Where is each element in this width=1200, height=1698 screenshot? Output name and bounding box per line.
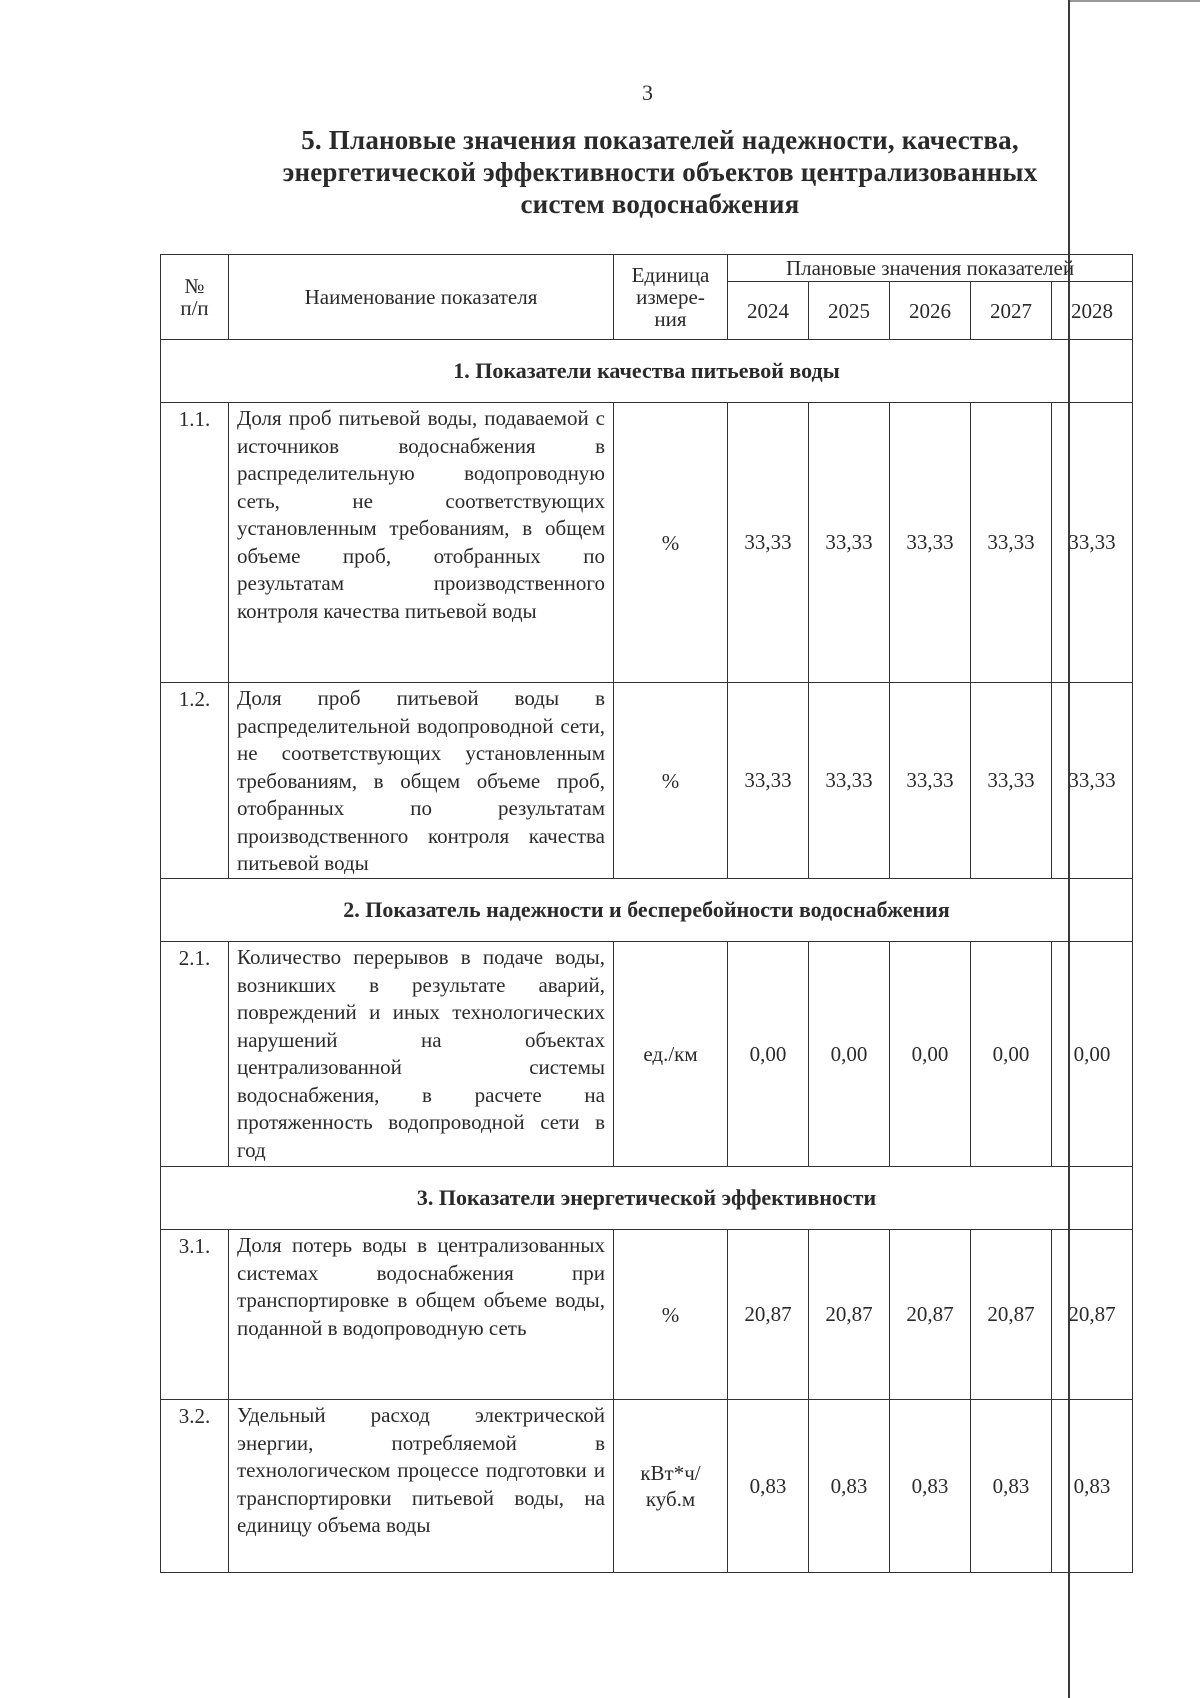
value-cell: 0,00 [1052, 942, 1133, 1167]
value-cell: 0,83 [809, 1400, 890, 1573]
indicator-name: Количество перерывов в подаче воды, возникших в результате аварий, повреждений и иных технологических нарушений на объектах централизованной системы водоснабжения, в расчете на протяженность водопроводной сети в год [229, 942, 614, 1167]
table-row [161, 1400, 1133, 1573]
title-line-2: энергетической эффективности объектов централизованных [282, 157, 1038, 187]
section-title: 1. Показатели качества питьевой воды [161, 340, 1133, 403]
row-number: 3.1. [161, 1230, 229, 1400]
header-num [161, 255, 229, 340]
value-cell: 33,33 [890, 403, 971, 683]
table-row [161, 403, 1133, 683]
table-row [161, 683, 1133, 879]
value-cell: 20,87 [890, 1230, 971, 1400]
section-row [161, 1167, 1133, 1230]
value-cell: 0,83 [1052, 1400, 1133, 1573]
value-cell: 0,00 [890, 942, 971, 1167]
value-cell: 0,83 [728, 1400, 809, 1573]
indicator-name: Удельный расход электрической энергии, потребляемой в технологическом процессе подготовки и транспортировки питьевой воды, на единицу объема воды [229, 1400, 614, 1573]
row-number: 1.2. [161, 683, 229, 879]
indicator-name: Доля проб питьевой воды, подаваемой с источников водоснабжения в распределительную водопроводную сеть, не соответствующих установленным требованиям, в общем объеме проб, отобранных по результатам производственного контроля качества питьевой воды [229, 403, 614, 683]
section-row [161, 879, 1133, 942]
indicator-name: Доля проб питьевой воды в распределительной водопроводной сети, не соответствующих установленным требованиям, в общем объеме проб, отобранных по результатам производственного контроля качества питьевой воды [229, 683, 614, 879]
indicators-table [160, 254, 1133, 1573]
value-cell: 33,33 [1052, 403, 1133, 683]
value-cell: 33,33 [809, 683, 890, 879]
header-plan: Плановые значения показателей [728, 255, 1133, 282]
value-cell: 20,87 [971, 1230, 1052, 1400]
value-cell: 0,83 [890, 1400, 971, 1573]
header-unit [614, 255, 728, 340]
document-title [220, 124, 1100, 220]
unit-cell: % [614, 1230, 728, 1400]
table-row [161, 942, 1133, 1167]
header-unit-line-3: ния [654, 307, 687, 331]
section-title: 3. Показатели энергетической эффективности [161, 1167, 1133, 1230]
unit-line-1: кВт*ч/ [640, 1461, 701, 1485]
value-cell: 0,00 [728, 942, 809, 1167]
header-num-line-1: № [184, 274, 205, 298]
header-year: 2027 [971, 282, 1052, 340]
value-cell: 33,33 [890, 683, 971, 879]
header-name: Наименование показателя [229, 255, 614, 340]
value-cell: 33,33 [971, 683, 1052, 879]
header-row-1 [161, 255, 1133, 282]
table-row [161, 1230, 1133, 1400]
value-cell: 33,33 [809, 403, 890, 683]
header-year: 2024 [728, 282, 809, 340]
value-cell: 20,87 [1052, 1230, 1133, 1400]
value-cell: 20,87 [728, 1230, 809, 1400]
value-cell: 0,00 [971, 942, 1052, 1167]
header-unit-line-2: измере- [636, 285, 705, 309]
unit-line-2: куб.м [645, 1487, 696, 1511]
unit-cell: ед./км [614, 942, 728, 1167]
header-year: 2025 [809, 282, 890, 340]
page-number: 3 [642, 80, 653, 105]
title-line-3: систем водоснабжения [520, 189, 800, 219]
value-cell: 20,87 [809, 1230, 890, 1400]
row-number: 1.1. [161, 403, 229, 683]
unit-cell: % [614, 683, 728, 879]
header-year: 2028 [1052, 282, 1133, 340]
section-row [161, 340, 1133, 403]
header-num-line-2: п/п [180, 296, 209, 320]
value-cell: 33,33 [728, 683, 809, 879]
value-cell: 0,83 [971, 1400, 1052, 1573]
header-year: 2026 [890, 282, 971, 340]
value-cell: 0,00 [809, 942, 890, 1167]
header-unit-line-1: Единица [631, 263, 710, 287]
unit-cell [614, 1400, 728, 1573]
section-title: 2. Показатель надежности и бесперебойности водоснабжения [161, 879, 1133, 942]
unit-cell: % [614, 403, 728, 683]
indicator-name: Доля потерь воды в централизованных системах водоснабжения при транспортировке в общем объеме воды, поданной в водопроводную сеть [229, 1230, 614, 1400]
value-cell: 33,33 [971, 403, 1052, 683]
value-cell: 33,33 [1052, 683, 1133, 879]
row-number: 2.1. [161, 942, 229, 1167]
scan-artifact-top [1068, 0, 1200, 2]
row-number: 3.2. [161, 1400, 229, 1573]
title-line-1: 5. Плановые значения показателей надежности, качества, [301, 125, 1019, 155]
value-cell: 33,33 [728, 403, 809, 683]
